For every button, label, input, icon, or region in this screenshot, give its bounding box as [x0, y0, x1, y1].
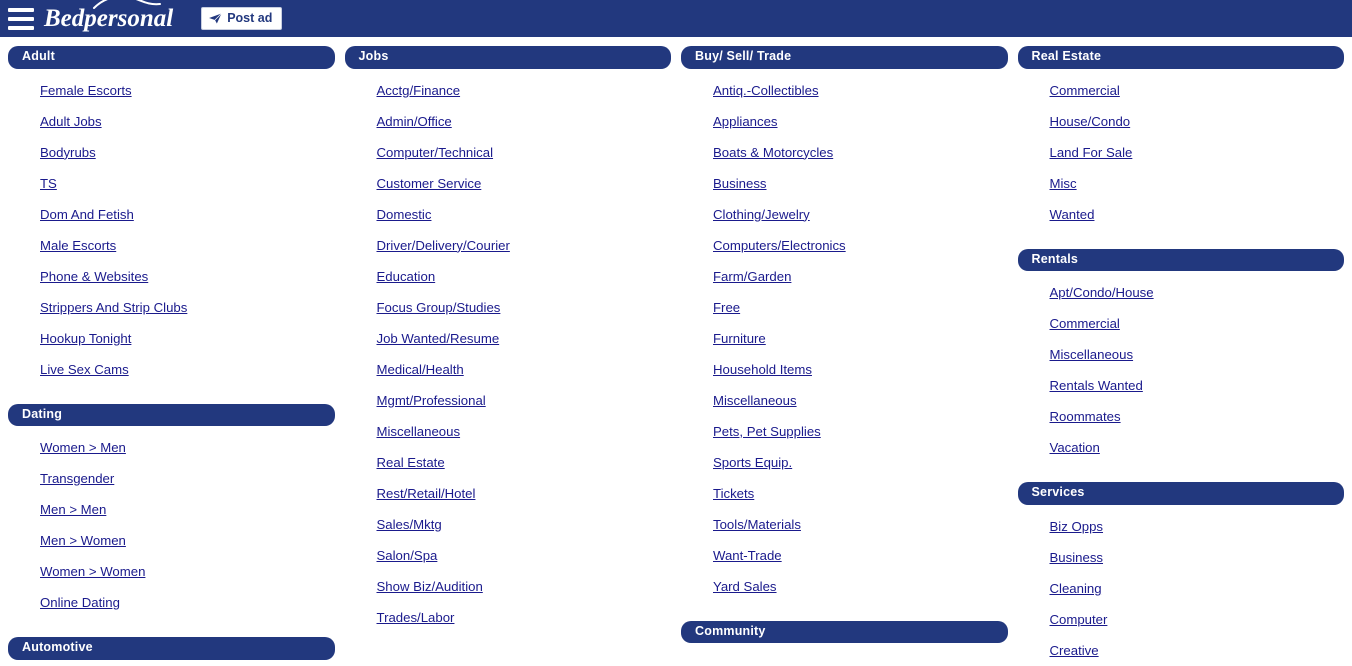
category-link-tools-materials[interactable]: Tools/Materials [713, 516, 801, 532]
list-item [40, 587, 335, 618]
link-list-rentals [1018, 277, 1345, 463]
list-item [1050, 511, 1345, 542]
post-ad-label: Post ad [227, 11, 273, 26]
category-link-focus-group-studies[interactable]: Focus Group/Studies [376, 299, 501, 315]
list-item [40, 463, 335, 494]
category-link-creative[interactable]: Creative [1049, 642, 1099, 658]
section-header-rentals: Rentals [1018, 249, 1345, 272]
list-item [1050, 432, 1345, 463]
list-item [1050, 106, 1345, 137]
list-item [713, 540, 1008, 571]
list-item [713, 230, 1008, 261]
section-header-adult: Adult [8, 46, 335, 69]
list-item [377, 354, 672, 385]
category-link-miscellaneous[interactable]: Miscellaneous [376, 423, 461, 439]
link-list-dating [8, 432, 335, 618]
category-link-household-items[interactable]: Household Items [713, 361, 812, 377]
category-link-strippers-and-strip-clubs[interactable]: Strippers And Strip Clubs [40, 299, 188, 315]
category-link-trades-labor[interactable]: Trades/Labor [376, 609, 455, 625]
category-link-vacation[interactable]: Vacation [1049, 440, 1100, 456]
category-link-free[interactable]: Free [713, 299, 741, 315]
category-column-3 [681, 46, 1008, 640]
hamburger-bar [8, 17, 34, 21]
link-list-jobs [345, 75, 672, 633]
list-item [1050, 277, 1345, 308]
category-link-sales-mktg[interactable]: Sales/Mktg [376, 516, 442, 532]
list-item [1050, 370, 1345, 401]
category-link-female-escorts[interactable]: Female Escorts [40, 82, 132, 98]
section-header-dating: Dating [8, 404, 335, 427]
list-item [40, 525, 335, 556]
category-link-customer-service[interactable]: Customer Service [376, 175, 482, 191]
category-link-hookup-tonight[interactable]: Hookup Tonight [40, 330, 132, 346]
list-item [377, 447, 672, 478]
category-columns [0, 37, 1352, 658]
link-list-adult [8, 75, 335, 385]
category-link-tickets[interactable]: Tickets [713, 485, 755, 501]
hamburger-bar [8, 26, 34, 30]
list-item [713, 509, 1008, 540]
category-link-land-for-sale[interactable]: Land For Sale [1049, 144, 1133, 160]
list-item [40, 556, 335, 587]
category-link-boats-motorcycles[interactable]: Boats & Motorcycles [713, 144, 834, 160]
top-navigation-bar [0, 0, 1352, 37]
section-header-buy-sell-trade: Buy/ Sell/ Trade [681, 46, 1008, 69]
list-item [377, 385, 672, 416]
list-item [1050, 401, 1345, 432]
category-link-ts[interactable]: TS [40, 175, 57, 191]
list-item [40, 75, 335, 106]
list-item [713, 385, 1008, 416]
category-link-computer-service[interactable]: Computer [1049, 611, 1108, 627]
post-ad-button[interactable] [201, 7, 282, 30]
list-item [713, 447, 1008, 478]
list-item [1050, 604, 1345, 635]
list-item [713, 292, 1008, 323]
list-item [40, 230, 335, 261]
list-item [377, 416, 672, 447]
list-item [40, 323, 335, 354]
category-link-rentals-wanted[interactable]: Rentals Wanted [1049, 378, 1143, 394]
list-item [1050, 75, 1345, 106]
category-link-online-dating[interactable]: Online Dating [40, 595, 120, 611]
list-item [377, 199, 672, 230]
category-column-2 [345, 46, 672, 640]
section-header-automotive: Automotive [8, 637, 335, 660]
list-item [713, 106, 1008, 137]
category-link-dom-and-fetish[interactable]: Dom And Fetish [40, 206, 134, 222]
category-link-antiq-collectibles[interactable]: Antiq.-Collectibles [713, 82, 819, 98]
list-item [377, 323, 672, 354]
list-item [40, 432, 335, 463]
list-item [377, 509, 672, 540]
section-header-community: Community [681, 621, 1008, 644]
list-item [713, 168, 1008, 199]
list-item [377, 230, 672, 261]
category-link-men-women[interactable]: Men > Women [40, 533, 126, 549]
list-item [713, 75, 1008, 106]
category-link-medical-health[interactable]: Medical/Health [376, 361, 464, 377]
category-link-clothing-jewelry[interactable]: Clothing/Jewelry [713, 206, 810, 222]
category-link-miscellaneous-rental[interactable]: Miscellaneous [1049, 347, 1134, 363]
category-link-education[interactable]: Education [376, 268, 436, 284]
category-link-commercial[interactable]: Commercial [1049, 82, 1120, 98]
category-column-4 [1018, 46, 1345, 658]
list-item [713, 323, 1008, 354]
list-item [40, 137, 335, 168]
paper-plane-icon [209, 13, 222, 24]
list-item [40, 261, 335, 292]
list-item [377, 261, 672, 292]
category-link-wanted[interactable]: Wanted [1049, 206, 1095, 222]
category-link-want-trade[interactable]: Want-Trade [713, 547, 782, 563]
category-link-miscellaneous[interactable]: Miscellaneous [713, 392, 797, 408]
category-link-live-sex-cams[interactable]: Live Sex Cams [40, 361, 129, 377]
hamburger-bar [8, 8, 34, 12]
category-link-show-biz-audition[interactable]: Show Biz/Audition [376, 578, 483, 594]
category-link-women-women[interactable]: Women > Women [40, 564, 146, 580]
list-item [40, 106, 335, 137]
category-link-adult-jobs[interactable]: Adult Jobs [40, 113, 102, 129]
list-item [1050, 308, 1345, 339]
category-link-house-condo[interactable]: House/Condo [1049, 113, 1131, 129]
category-link-commercial-rental[interactable]: Commercial [1049, 316, 1120, 332]
category-link-business[interactable]: Business [713, 175, 767, 191]
list-item [1050, 542, 1345, 573]
link-list-real-estate [1018, 75, 1345, 230]
link-list-buy-sell-trade [681, 75, 1008, 602]
category-link-men-men[interactable]: Men > Men [40, 502, 107, 518]
list-item [713, 354, 1008, 385]
list-item [377, 540, 672, 571]
list-item [1050, 635, 1345, 666]
category-link-domestic[interactable]: Domestic [376, 206, 432, 222]
list-item [40, 168, 335, 199]
section-header-services: Services [1018, 482, 1345, 505]
list-item [713, 137, 1008, 168]
list-item [713, 478, 1008, 509]
list-item [713, 571, 1008, 602]
category-link-salon-spa[interactable]: Salon/Spa [376, 547, 438, 563]
site-logo[interactable] [44, 6, 187, 31]
section-header-real-estate: Real Estate [1018, 46, 1345, 69]
category-link-admin-office[interactable]: Admin/Office [376, 113, 452, 129]
category-link-cleaning[interactable]: Cleaning [1049, 580, 1102, 596]
list-item [40, 292, 335, 323]
category-link-bodyrubs[interactable]: Bodyrubs [40, 144, 96, 160]
list-item [1050, 199, 1345, 230]
list-item [713, 261, 1008, 292]
list-item [377, 571, 672, 602]
category-link-women-men[interactable]: Women > Men [40, 440, 126, 456]
list-item [377, 602, 672, 633]
link-list-services [1018, 511, 1345, 666]
category-column-1 [8, 46, 335, 655]
category-link-roommates[interactable]: Roommates [1049, 409, 1121, 425]
list-item [1050, 339, 1345, 370]
category-link-mgmt-professional[interactable]: Mgmt/Professional [376, 392, 486, 408]
category-link-business-service[interactable]: Business [1049, 549, 1104, 565]
list-item [713, 199, 1008, 230]
list-item [40, 494, 335, 525]
category-link-transgender[interactable]: Transgender [40, 471, 115, 487]
list-item [1050, 573, 1345, 604]
list-item [1050, 168, 1345, 199]
category-link-furniture[interactable]: Furniture [713, 330, 766, 346]
site-logo-text: Bedpersonal [44, 5, 174, 32]
category-link-pets-pet-supplies[interactable]: Pets, Pet Supplies [713, 423, 821, 439]
category-link-appliances[interactable]: Appliances [713, 113, 778, 129]
hamburger-menu-icon[interactable] [8, 8, 34, 30]
category-link-computer-technical[interactable]: Computer/Technical [376, 144, 494, 160]
list-item [377, 75, 672, 106]
category-link-phone-and-websites[interactable]: Phone & Websites [40, 268, 149, 284]
category-link-rest-retail-hotel[interactable]: Rest/Retail/Hotel [376, 485, 476, 501]
category-link-farm-garden[interactable]: Farm/Garden [713, 268, 792, 284]
list-item [377, 292, 672, 323]
category-link-driver-delivery-courier[interactable]: Driver/Delivery/Courier [376, 237, 510, 253]
category-link-biz-opps[interactable]: Biz Opps [1049, 518, 1104, 534]
category-link-acctg-finance[interactable]: Acctg/Finance [376, 82, 461, 98]
list-item [40, 354, 335, 385]
list-item [377, 478, 672, 509]
section-header-jobs: Jobs [345, 46, 672, 69]
category-link-job-wanted-resume[interactable]: Job Wanted/Resume [376, 330, 500, 346]
list-item [713, 416, 1008, 447]
list-item [377, 137, 672, 168]
list-item [40, 199, 335, 230]
list-item [377, 168, 672, 199]
category-link-misc[interactable]: Misc [1049, 175, 1077, 191]
category-link-real-estate[interactable]: Real Estate [376, 454, 445, 470]
category-link-computers-electronics[interactable]: Computers/Electronics [713, 237, 846, 253]
category-link-apt-condo-house[interactable]: Apt/Condo/House [1049, 285, 1154, 301]
list-item [377, 106, 672, 137]
list-item [1050, 137, 1345, 168]
category-link-yard-sales[interactable]: Yard Sales [713, 578, 777, 594]
category-link-sports-equip[interactable]: Sports Equip. [713, 454, 793, 470]
category-link-male-escorts[interactable]: Male Escorts [40, 237, 117, 253]
